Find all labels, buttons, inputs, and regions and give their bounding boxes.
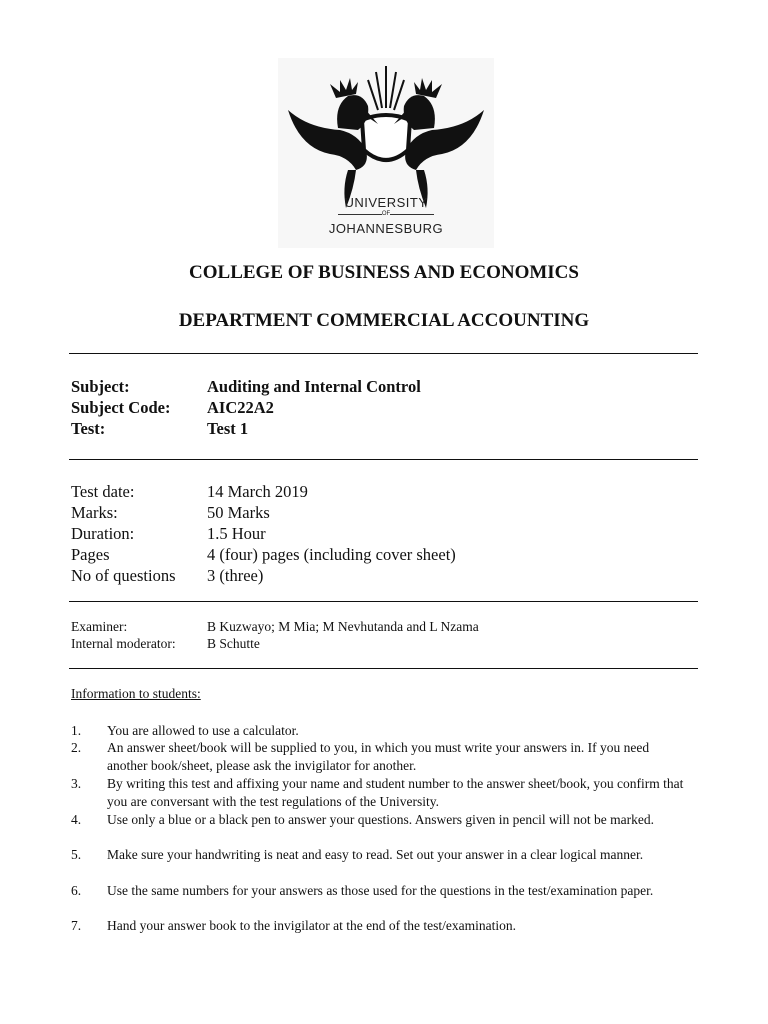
list-item-text: Use the same numbers for your answers as those used for the questions in the test/examination paper. [107, 883, 654, 898]
list-item-text: An answer sheet/book will be supplied to you, in which you must write your answers in. If you need another book/sheet, please ask the invigilator for another. [107, 740, 650, 773]
pages-label: Pages [71, 545, 110, 564]
logo-text-university: UNIVERSITY [344, 195, 428, 210]
info-title: Information to students: [71, 686, 201, 701]
questions-label: No of questions [71, 566, 176, 585]
divider [69, 601, 698, 602]
divider [69, 459, 698, 460]
questions-value: 3 (three) [207, 566, 264, 585]
test-label: Test: [71, 419, 106, 438]
duration-value: 1.5 Hour [207, 524, 266, 543]
moderator-value: B Schutte [207, 636, 260, 651]
test-date-value: 14 March 2019 [207, 482, 308, 501]
department-heading: DEPARTMENT COMMERCIAL ACCOUNTING [178, 310, 590, 331]
list-item-text: Use only a blue or a black pen to answer your questions. Answers given in pencil will not be marked. [107, 812, 655, 827]
shield-icon [362, 115, 410, 160]
divider [69, 668, 698, 669]
subject-value: Auditing and Internal Control [207, 377, 421, 396]
college-heading: COLLEGE OF BUSINESS AND ECONOMICS [189, 262, 579, 283]
crest-rays-icon [368, 66, 404, 110]
moderator-label: Internal moderator: [71, 636, 176, 651]
hoopoe-crest-icon [278, 58, 494, 248]
list-item-text: Hand your answer book to the invigilator at the end of the test/examination. [107, 918, 517, 933]
marks-label: Marks: [71, 503, 118, 522]
duration-label: Duration: [71, 524, 135, 543]
logo-text-of: OF [381, 211, 391, 217]
list-item-text: You are allowed to use a calculator. [107, 723, 299, 738]
university-logo [278, 58, 494, 248]
logo-divider-right [390, 214, 434, 215]
examiner-value: B Kuzwayo; M Mia; M Nevhutanda and L Nzama [207, 619, 479, 634]
marks-value: 50 Marks [207, 503, 270, 522]
logo-text-johannesburg: JOHANNESBURG [328, 221, 444, 236]
examiner-label: Examiner: [71, 619, 128, 634]
list-item-number: 6. [71, 883, 82, 898]
test-date-label: Test date: [71, 482, 135, 501]
subject-code-label: Subject Code: [71, 398, 171, 417]
subject-code-value: AIC22A2 [207, 398, 274, 417]
list-item-number: 1. [71, 723, 82, 738]
list-item-text: Make sure your handwriting is neat and easy to read. Set out your answer in a clear logical manner. [107, 847, 644, 862]
divider [69, 353, 698, 354]
list-item-number: 5. [71, 847, 82, 862]
test-value: Test 1 [207, 419, 249, 438]
subject-label: Subject: [71, 377, 130, 396]
list-item-number: 4. [71, 812, 82, 827]
list-item-number: 3. [71, 776, 82, 791]
list-item-text: By writing this test and affixing your name and student number to the answer sheet/book, you confirm that you are conversant with the test regulations of the University. [107, 776, 684, 809]
pages-value: 4 (four) pages (including cover sheet) [207, 545, 456, 564]
list-item-number: 2. [71, 740, 82, 755]
list-item-number: 7. [71, 918, 82, 933]
